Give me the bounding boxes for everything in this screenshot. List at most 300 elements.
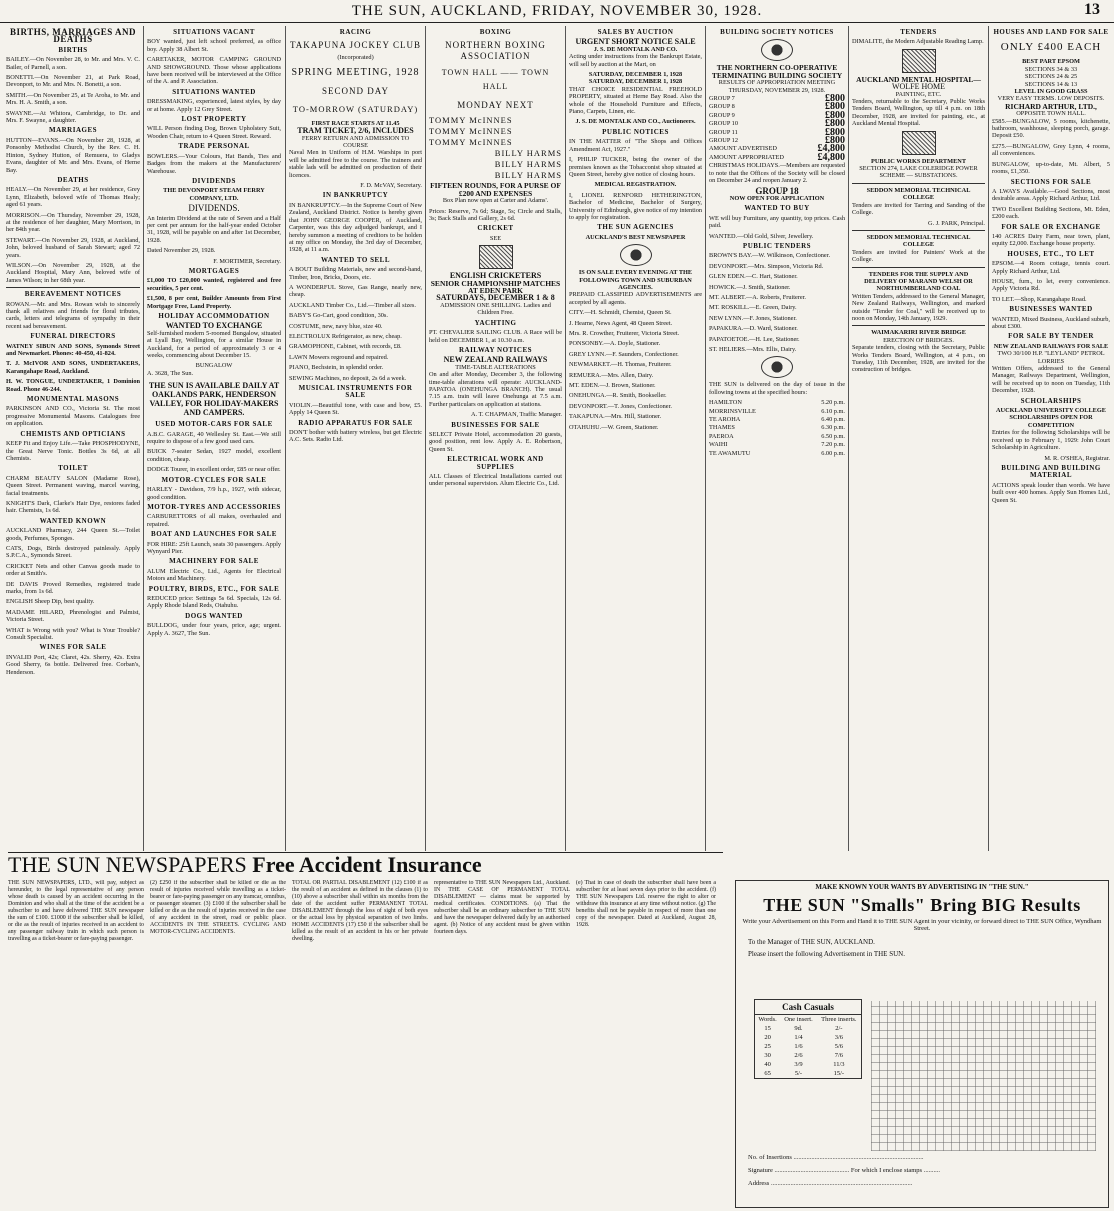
- insurance-column: (e) That in case of death the subscriber shall have been a subscriber for at least seven days prior to the accident. (f) THE SUN Newspapers Ltd. reserve the right to alter or withdraw this insurance at any time without notice. (g) The benefits shall not be payable in respect of more than one copy of the newspaper. Dated at Auckland, August 28, 1928.: [576, 880, 716, 928]
- auction-detail: THAT CHOICE RESIDENTIAL FREEHOLD PROPERTY, situated at Herne Bay Road. Also the whole of the Household Furniture and Effects, Piano, Carpets, Linen, etc.: [569, 85, 702, 116]
- dividends-company: THE DEVONPORT STEAM FERRY COMPANY, LTD.: [163, 187, 265, 202]
- appropriation-results: RESULTS OF APPROPRIATION MEETING: [718, 79, 836, 87]
- insurance-title-bold: Free Accident Insurance: [252, 852, 482, 877]
- ad-dogs: BULLDOG, under four years, price, age; urgent. Apply A. 3627, The Sun.: [147, 622, 281, 637]
- rates-col-header: Words.: [758, 1016, 777, 1023]
- section-header-auctions: SALES BY AUCTION: [597, 28, 674, 36]
- rates-cell: 30: [764, 1052, 771, 1059]
- building-society-emblem-icon: [761, 39, 793, 61]
- section-header-machinery: MACHINERY FOR SALE: [169, 557, 259, 566]
- cricket-admission: ADMISSION ONE SHILLING. Ladies and Children Free.: [440, 301, 551, 317]
- ad-wanted-known: CATS, Dogs, Birds destroyed painlessly. Apply S.P.C.A., Symonds Street.: [6, 544, 140, 560]
- group-name: GROUP 12: [709, 137, 738, 145]
- section-header-electrical: ELECTRICAL WORK AND SUPPLIES: [447, 455, 544, 471]
- ad-wanted-sell: ELECTROLUX Refrigerator, as new, cheap.: [289, 332, 402, 340]
- amount-value: £4,800: [817, 151, 845, 163]
- hospital-painting: PAINTING, ETC.: [895, 90, 942, 98]
- ad-wanted-sell: A BOUT Building Materials, new and second-hand, Timber, Iron, Bricks, Doors, etc.: [289, 266, 422, 281]
- hospital-wolfe: WOLFE HOME: [891, 82, 946, 92]
- ad-house: £585.—BUNGALOW, 5 rooms, kitchenette, bathroom, washhouse, sleeping porch, garage. Deposit £50.: [992, 117, 1110, 140]
- ad-used-car: DODGE Tourer, in excellent order, £85 or near offer.: [147, 466, 281, 474]
- hospital-name: AUCKLAND MENTAL HOSPITAL—: [856, 74, 981, 84]
- ad-situation-vacant: BOY wanted, just left school preferred, as office boy. Apply 38 Albert St.: [147, 38, 281, 53]
- scholarship-text: Entries for the following Scholarships will be received up to February 1, 1929: John Court Scholarship in Agriculture.: [992, 429, 1110, 452]
- boxing-prices: Prices: Reserve, 7s 6d; Stage, 5s; Circle and Stalls, 3s; Back Stalls and Gallery, 2s 6d.: [429, 207, 562, 223]
- rates-cell: 65: [764, 1070, 771, 1077]
- boxer-name: BILLY HARMS: [494, 148, 562, 159]
- ad-machinery: ALUM Electric Co., Ltd., Agents for Electrical Motors and Machinery.: [147, 567, 281, 583]
- waimakariri-sub: ERECTION OF BRIDGES.: [883, 336, 954, 344]
- sun-logo-icon: [620, 244, 652, 266]
- ad-motor-cycle: HARLEY - Davidson, 7/9 h.p., 1927, with sidecar, good condition.: [147, 486, 281, 501]
- ad-yachting: PT. CHEVALIER SAILING CLUB. A Race will be held on DECEMBER 1, at 10.30 a.m.: [429, 329, 562, 344]
- section-header-funeral-directors: FUNERAL DIRECTORS: [30, 332, 116, 341]
- section-header-poultry: POULTRY, BIRDS, ETC., FOR SALE: [148, 584, 280, 593]
- town-row: [709, 399, 845, 406]
- rates-cell: 5/-: [794, 1070, 803, 1077]
- cricket-see: SEE: [489, 234, 502, 242]
- rates-row: [755, 1069, 861, 1078]
- town-name: HAMILTON: [709, 399, 742, 407]
- ad-wanted-known: AUCKLAND Pharmacy, 244 Queen St.—Toilet goods, Perfumes, Sponges.: [6, 527, 140, 542]
- ad-funeral: H. W. TONGUE, UNDERTAKER, 1 Dominion Road. Phone 46-244.: [6, 378, 140, 393]
- public-notice: I, LIONEL RENFORD HETHERINGTON, Bachelor of Medicine, Bachelor of Surgery, University of Edinburgh, give notice of my intention to apply for registration.: [569, 191, 702, 221]
- nzr-lorries: TWO 30/100 H.P. "LEYLAND" PETROL LORRIES: [997, 350, 1105, 365]
- smalls-instructions: Write your Advertisement on this Form and Hand it to THE SUN Agent in your vicinity, or forward direct to THE SUN Office, Wyndham Street.: [742, 918, 1102, 932]
- group-amount: £800: [825, 126, 845, 138]
- holiday-wanted: WANTED TO EXCHANGE: [165, 321, 263, 331]
- insurance-column: THE SUN NEWSPAPERS, LTD., will pay, subject as hereunder, to the legal representative of any person whose death is caused by an accident occurring in the Dominion and who shall at the time of the accident be a subscriber to and have delivered THE SUN newspaper the sum of £100. £1000 if the subscriber shall be killed, or die as the result of injuries received in an accident to any passenger railway train in which such person is travelling as a ticket-bearer or fare-paying passenger.: [8, 880, 144, 942]
- dividends-signature: F. MORTIMER, Secretary.: [213, 257, 281, 265]
- cricket-senior: SENIOR CHAMPIONSHIP MATCHES AT EDEN PARK: [430, 278, 561, 296]
- town-row: [709, 450, 845, 457]
- section-header-musical: MUSICAL INSTRUMENTS FOR SALE: [298, 384, 413, 400]
- nzr-text: Written Offers, addressed to the General Manager, Railways Department, Wellington, will be received up to noon on Tuesday, 11th December, 1928.: [992, 365, 1110, 395]
- no-of-insertions-field[interactable]: No. of Insertions ................................................................................: [748, 1154, 924, 1161]
- ad-exchange: 140 ACRES Dairy Farm, near town, plant, equity £2,000. Exchange house property.: [992, 232, 1110, 248]
- ad-house: £275.—BUNGALOW, Grey Lynn, 4 rooms, all conveniences.: [992, 142, 1110, 158]
- town-time: 6.30 p.m.: [821, 424, 845, 432]
- ad-trade: BOWLERS.—Your Colours, Hat Bands, Ties and Badges from the makers at the Manufacturers' Warehouse.: [147, 152, 281, 175]
- rates-cell: 40: [764, 1061, 771, 1068]
- smalls-to: To the Manager of THE SUN, AUCKLAND.: [748, 938, 875, 946]
- column-divider: [143, 26, 144, 851]
- racing-signature: F. D. McVAY, Secretary.: [360, 182, 422, 190]
- racing-day: SECOND DAY: [322, 85, 389, 96]
- auction-date: SATURDAY, DECEMBER 1, 1928: [588, 71, 683, 79]
- ad-monumental: PARKINSON AND CO., Victoria St. The most progressive Monumental Masons. Catalogues free on application.: [6, 405, 140, 428]
- smalls-title: THE SUN "Smalls" Bring BIG Results: [763, 895, 1081, 915]
- ad-wanted-buy: WANTED.—Old Gold, Silver, Jewellery.: [709, 232, 814, 240]
- ad-used-car: BUICK 7-seater Sedan, 1927 model, excellent condition, cheap.: [147, 448, 281, 463]
- rates-row: [755, 1024, 861, 1033]
- town-name: TE AROHA: [709, 416, 741, 424]
- rates-cell: 25: [764, 1043, 771, 1050]
- ad-lost: WILL Person finding Dog, Brown Upholstery Suit, Wooden Chair, return to 4 Queen Street. Reward.: [147, 125, 281, 140]
- insurance-title-plain: THE SUN NEWSPAPERS: [8, 852, 247, 877]
- section-header-deaths: DEATHS: [57, 175, 89, 184]
- rates-cell: 20: [764, 1034, 771, 1041]
- agent-listing: MT. ROSKILL.—E. Green, Dairy.: [709, 304, 797, 312]
- signature-field[interactable]: Signature .............................................. For which I enclose stamps ..........: [748, 1167, 940, 1174]
- public-works-title: PUBLIC WORKS DEPARTMENT: [870, 157, 967, 165]
- urgent-sale: URGENT SHORT NOTICE SALE: [575, 37, 696, 47]
- ad-wanted-known: WHAT is Wrong with you? What is Your Trouble? Consult Specialist.: [6, 626, 140, 642]
- section-header-businesses: BUSINESSES FOR SALE: [451, 420, 540, 429]
- town-name: WAIHI: [709, 441, 728, 449]
- group-amount: £800: [825, 101, 845, 113]
- opposite-town-hall: OPPOSITE TOWN HALL.: [1016, 110, 1086, 118]
- agent-listing: J. Hearne, News Agent, 48 Queen Street.: [569, 319, 673, 327]
- rule: [852, 267, 985, 268]
- section-header-boxing: BOXING: [479, 28, 512, 36]
- ad-wanted-buy: WE will buy Furniture, any quantity, top prices. Cash paid.: [709, 214, 845, 230]
- rates-row: [755, 1033, 861, 1042]
- holiday-name: BUNGALOW: [195, 362, 233, 370]
- town-row: [709, 416, 845, 423]
- agent-listing: PAPATOETOE.—H. Lee, Stationer.: [709, 335, 800, 343]
- notice-birth: SWAYNE.—At Whitora, Cambridge, to Dr. and Mrs. F. Swayne, a daughter.: [6, 109, 140, 125]
- section-header-houses-to-let: HOUSES, ETC., TO LET: [1007, 249, 1095, 258]
- agent-listing: MT. EDEN.—J. Brown, Stationer.: [569, 382, 656, 390]
- nzr-title: NEW ZEALAND RAILWAYS FOR SALE: [993, 342, 1109, 350]
- agent-listing: CITY.—H. Schmidt, Chemist, Queen St.: [569, 309, 672, 317]
- ad-wines: INVALID Port, 42s; Claret, 42s. Sherry, 42s. Extra Good Sherry, 6s bottle. Delivered free. Corban's, Henderson.: [6, 653, 140, 676]
- column-tenders: [852, 26, 985, 851]
- section-header-dividends: DIVIDENDS: [192, 176, 236, 185]
- rule: [6, 287, 140, 288]
- group-amount: £800: [825, 135, 845, 147]
- town-time: 7.20 p.m.: [821, 441, 845, 449]
- advertisement-entry-grid[interactable]: [871, 1001, 1096, 1151]
- ad-dimalite: DIMALITE, the Modern Adjustable Reading Lamp.: [852, 38, 984, 46]
- section-header-tenders: TENDERS: [900, 28, 937, 36]
- masthead: [0, 0, 1114, 23]
- ad-funeral: T. J. McIVOR AND SONS, UNDERTAKERS, Karangahape Road, Auckland.: [6, 360, 140, 375]
- section-header-building-society: BUILDING SOCIETY NOTICES: [720, 28, 834, 36]
- public-works-section: SECTION 274, LAKE COLERIDGE POWER SCHEME — SUBSTATIONS.: [859, 165, 978, 180]
- ad-wanted-sell: BABY'S Go-Cart, good condition, 30s.: [289, 312, 388, 320]
- auction-text: Acting under instructions from the Bankrupt Estate, will sell by auction at the Mart, on: [569, 53, 702, 68]
- section-header-sun-agencies: THE SUN AGENCIES: [597, 223, 674, 232]
- group-name: GROUP 9: [709, 111, 735, 119]
- rates-cell: 1/6: [794, 1043, 803, 1050]
- ad-motor-tyres: CARBURETTORS of all makes, overhauled and repaired.: [147, 513, 281, 528]
- section-listing: SECTIONS 24 & 25: [1024, 73, 1078, 81]
- coop-name: THE NORTHERN CO-OPERATIVE TERMINATING BUILDING SOCIETY: [711, 63, 843, 80]
- xmas-notice: CHRISTMAS HOLIDAYS.—Members are requested to note that the Offices of the Society will be closed on December 24 and reopen January 2.: [709, 162, 845, 185]
- ad-launch: FOR HIRE: 25ft Launch, seats 30 passengers. Apply Wynyard Pier.: [147, 540, 281, 555]
- section-header-railway: RAILWAY NOTICES: [458, 345, 533, 354]
- ad-to-let: HOUSE, furn., to let, every convenience. Apply Victoria Rd.: [992, 277, 1110, 293]
- section-header-business-wanted: BUSINESSES WANTED: [1009, 305, 1093, 314]
- section-header-used-cars: USED MOTOR-CARS FOR SALE: [155, 420, 273, 429]
- ad-musical: VIOLIN.—Beautiful tone, with case and bow, £5. Apply 14 Queen St.: [289, 401, 422, 417]
- section-header-bereavement: BEREAVEMENT NOTICES: [24, 290, 122, 299]
- ad-mortgage: £1,000 TO £20,000 wanted, registered and free securities, 5 per cent.: [147, 277, 281, 292]
- scholarship-signature: M. R. O'SHEA, Registrar.: [1044, 454, 1110, 462]
- public-notice: MEDICAL REGISTRATION.: [594, 181, 677, 189]
- cricket-english: ENGLISH CRICKETERS: [449, 271, 542, 281]
- boxer-name: BILLY HARMS: [494, 159, 562, 170]
- boxing-rounds: FIFTEEN ROUNDS, FOR A PURSE OF £200 AND EXPENSES: [430, 181, 561, 198]
- town-row: [709, 424, 845, 431]
- ad-wanted-sell: PIANO, Bechstein, in splendid order.: [289, 364, 384, 372]
- racing-meeting: SPRING MEETING, 1928: [291, 66, 420, 78]
- racing-ferry: FERRY RETURN AND ADMISSION TO COURSE: [301, 134, 410, 150]
- group-name: GROUP 8: [709, 103, 735, 111]
- section-header-sections: SECTIONS FOR SALE: [1010, 177, 1092, 186]
- ad-situation-vacant: CARETAKER, MOTOR CAMPING GROUND AND SHOWGROUND. Those whose applications have been received will be interviewed at the Office of the A. and P. Association.: [147, 56, 281, 86]
- section-header-public-notices: PUBLIC NOTICES: [602, 127, 669, 136]
- column-divider: [988, 26, 989, 851]
- section-header-monumental: MONUMENTAL MASONS: [26, 395, 120, 404]
- ad-section: A LWAYS Available.—Good Sections, most desirable areas. Apply Richard Arthur, Ltd.: [992, 187, 1110, 203]
- boxing-association: NORTHERN BOXING ASSOCIATION: [445, 40, 546, 62]
- ad-chemist: KEEP Fit and Enjoy Life.—Take PHOSPHODYNE, the Great Nerve Tonic. Bottles 3s 6d, at all Chemists.: [6, 440, 140, 462]
- ad-situation-wanted: DRESSMAKING, experienced, latest styles, by day or at home. Apply 12 Grey Street.: [147, 98, 281, 113]
- group-18: GROUP 18: [755, 185, 799, 196]
- section-header-radio: RADIO APPARATUS FOR SALE: [298, 418, 413, 427]
- column-divider: [285, 26, 286, 851]
- town-row: [709, 433, 845, 440]
- column-divider: [705, 26, 706, 851]
- sun-agencies-tagline: AUCKLAND'S BEST NEWSPAPER: [585, 233, 686, 241]
- column-divider: [565, 26, 566, 851]
- notice-birth: BONETTI.—On November 21, at Park Road, Devonport, to Mr. and Mrs. N. Bonetti, a son.: [6, 74, 140, 89]
- notice-death: STEWART.—On November 29, 1928, at Auckland, John, beloved husband of Sarah Stewart; aged 72 years.: [6, 236, 140, 259]
- section-header-racing: RACING: [339, 28, 372, 36]
- section-header-dogs: DOGS WANTED: [185, 611, 243, 620]
- section-header-marriages: MARRIAGES: [48, 126, 98, 135]
- smalls-footer: [748, 1148, 940, 1193]
- rates-col-header: One insert.: [784, 1016, 813, 1023]
- agent-listing: TAKAPUNA.—Mrs. Hill, Stationer.: [569, 413, 662, 421]
- richard-arthur: RICHARD ARTHUR, LTD.,: [1005, 101, 1097, 111]
- town-time: 6.00 p.m.: [821, 449, 845, 457]
- holiday-text: Self-furnished modern 5-roomed Bungalow, situated at Lyall Bay, Wellington, for a similar House in Auckland, for a period of approximately 3 or 4 weeks, commencing about December 15.: [147, 329, 281, 360]
- ad-wanted-sell: AUCKLAND Timber Co., Ltd.—Timber all sizes.: [289, 301, 416, 309]
- group-name: GROUP 11: [709, 128, 738, 136]
- ad-electrical: ALL Classes of Electrical Installations carried out under personal supervision. Alum Electric Co., Ltd.: [429, 473, 562, 488]
- smalls-insert: Please insert the following Advertisement in THE SUN.: [748, 950, 905, 958]
- ad-wanted-sell: A WONDERFUL Stove, Gas Range, nearly new, cheap.: [289, 283, 422, 299]
- racing-incorporated: (Incorporated): [337, 54, 374, 62]
- government-crest-icon: [902, 131, 936, 155]
- notice-death: WILSON.—On November 29, 1928, at the Auckland Hospital, Mary Ann, beloved wife of James Wilson; in her 68th year.: [6, 261, 140, 284]
- town-time: 6.50 p.m.: [821, 432, 845, 440]
- section-header-wanted-to-sell: WANTED TO SELL: [321, 255, 390, 264]
- address-field[interactable]: Address .......................................................................................: [748, 1180, 913, 1187]
- sun-logo-icon: [761, 356, 793, 378]
- column-boxing: [429, 26, 562, 851]
- racing-text: Naval Men in Uniform of H.M. Warships in port will be admitted free to the course. The trainers and stable lads will be admitted on production of their licences.: [289, 149, 422, 179]
- agent-listing: MT. ALBERT.—A. Roberts, Fruiterer.: [709, 293, 806, 301]
- section-header-lost: LOST PROPERTY: [181, 115, 247, 124]
- tender-text: Tenders, returnable to the Secretary, Public Works Tenders Board, Wellington, up till 4 p.m. on 18th December, 1928, are invited for painting, etc., at Auckland Mental Hospital.: [852, 98, 985, 128]
- section-header-wanted-known: WANTED KNOWN: [39, 516, 107, 525]
- ad-radio: DON'T bother with battery wireless, but get Electric A.C. Sets. Radio Ltd.: [289, 429, 422, 444]
- agent-listing: HOWICK.—J. Smith, Stationer.: [709, 283, 791, 291]
- ad-mortgage: £1,500, 8 per cent, Builder Amounts from First Mortgage Free, Land Property.: [147, 295, 281, 310]
- town-row: [709, 441, 845, 448]
- rates-cell: 5/6: [834, 1043, 844, 1050]
- dividends-word: DIVIDENDS.: [188, 203, 240, 214]
- racing-tram-ticket: TRAM TICKET, 2/6, INCLUDES: [297, 126, 414, 136]
- railway-text: On and after Monday, December 3, the following time-table alterations will operate: AUCKLAND-PAPATOA (ONEHUNGA BRANCH). The usual 7.15 a.m. train will leave Onehunga at 7.5 a.m. Further particulars on application at stations.: [429, 371, 562, 408]
- section-header-building-material: BUILDING AND BUILDING MATERIAL: [1001, 463, 1101, 480]
- rates-cell: 11/3: [833, 1061, 845, 1068]
- town-time: 6.40 p.m.: [821, 416, 845, 424]
- amount-value: £4,800: [817, 143, 845, 155]
- section-header-births: BIRTHS: [58, 45, 88, 54]
- dividends-date: Dated November 29, 1928.: [147, 247, 216, 255]
- best-part: BEST PART EPSOM: [1022, 58, 1080, 66]
- scholarship-title: AUCKLAND UNIVERSITY COLLEGE SCHOLARSHIPS OPEN FOR COMPETITION: [996, 407, 1106, 429]
- rates-cell: 7/6: [834, 1052, 844, 1059]
- ad-to-let: EPSOM.—4 Room cottage, tennis court. Apply Richard Arthur, Ltd.: [992, 260, 1110, 275]
- enclose-label: For which I enclose stamps: [850, 1167, 923, 1174]
- ad-wanted-sell: COSTUME, new, navy blue, size 40.: [289, 322, 383, 330]
- government-crest-icon: [902, 49, 936, 73]
- section-header-motor-tyres: MOTOR-TYRES AND ACCESSORIES: [147, 502, 281, 511]
- sun-sale-notice: IS ON SALE EVERY EVENING AT THE FOLLOWING TOWN AND SUBURBAN AGENCIES.: [578, 269, 693, 291]
- cricket-dates: SATURDAYS, DECEMBER 1 & 8: [436, 293, 555, 303]
- masthead-title: THE SUN, AUCKLAND, FRIDAY, NOVEMBER 30, 1928.: [351, 2, 763, 19]
- section-header-wanted-to-buy: WANTED TO BUY: [744, 204, 810, 213]
- amount-row: [709, 151, 845, 163]
- notice-death: HEALY.—On November 29, at her residence, Grey Lynn, Elizabeth, beloved wife of Thomas Healy; aged 61 years.: [6, 186, 140, 209]
- group-name: GROUP 7: [709, 95, 735, 103]
- waimakariri-title: WAIMAKARIRI RIVER BRIDGE: [871, 329, 966, 337]
- public-notice: I, PHILIP TUCKER, being the owner of the premises known as the Tobacconist shop situated at Queen Street, hereby give notice of closing hours.: [569, 156, 702, 178]
- smalls-form: [735, 880, 1109, 1208]
- notice-marriage: HUTTON—EVANS.—On November 28, 1928, at Ponsonby Methodist Church, by the Rev. C. H. Hinton, Sydney Hutton, of Remuera, to Gladys Evans, daughter of Mr. and Mrs. Evans, of Herne Bay.: [6, 136, 140, 174]
- seddon-text: Tenders are invited for Painters' Work at the College.: [852, 248, 985, 264]
- column-situations: [147, 26, 281, 851]
- rule: [852, 325, 985, 326]
- public-notice: IN THE MATTER of "The Shops and Offices Amendment Act, 1927.": [569, 138, 702, 153]
- boxer-name: TOMMY McINNES: [429, 115, 513, 126]
- railway-signature: A. T. CHAPMAN, Traffic Manager.: [471, 411, 562, 419]
- town-time: 6.10 p.m.: [821, 407, 845, 415]
- section-header-holiday: HOLIDAY ACCOMMODATION: [158, 312, 270, 320]
- railway-sub: TIME-TABLE ALTERATIONS: [455, 363, 536, 371]
- easy-terms: VERY EASY TERMS. LOW DEPOSITS.: [997, 95, 1105, 103]
- cash-casuals-table: [754, 999, 862, 1079]
- agent-listing: GLEN EDEN.—C. Hart, Stationer.: [709, 273, 798, 281]
- ad-wanted-sell: LAWN Mowers reground and repaired.: [289, 353, 389, 361]
- prepaid-notice: PREPAID CLASSIFIED ADVERTISEMENTS are accepted by all agents.: [569, 291, 702, 306]
- auction-date: SATURDAY, DECEMBER 1, 1928: [588, 78, 683, 86]
- notice-bereavement: ROWAN.—Mr. and Mrs. Rowan wish to sincerely thank all relatives and friends for floral tributes, cards, letters and telegrams of sympathy in their recent sad bereavement.: [6, 300, 140, 330]
- rates-cell: 1/4: [794, 1034, 803, 1041]
- column-divider: [425, 26, 426, 851]
- insurance-header: [8, 852, 723, 877]
- sun-available-notice: THE SUN IS AVAILABLE DAILY AT OAKLANDS PARK, HENDERSON VALLEY, FOR HOLIDAY-MAKERS AND CAMPERS.: [148, 381, 280, 418]
- agent-listing: NEW LYNN.—F. Jones, Stationer.: [709, 314, 797, 322]
- racing-club: TAKAPUNA JOCKEY CLUB: [290, 40, 421, 51]
- seddon-college: SEDDON MEMORIAL TECHNICAL COLLEGE: [866, 233, 971, 249]
- coal-tender-text: Written Tenders, addressed to the General Manager, New Zealand Railways, Wellington, and marked outside "Tender for Coal," will be received up to noon on Monday, 14th January, 1929.: [852, 292, 985, 322]
- agent-listing: ST. HELIERS.—Mrs. Ellis, Dairy.: [709, 346, 797, 353]
- ad-section: TWO Excellent Building Sections, Mt. Eden, £200 each.: [992, 205, 1110, 221]
- agent-listing: OTAHUHU.—W. Green, Stationer.: [569, 423, 659, 431]
- rates-cell: 3/6: [834, 1034, 844, 1041]
- agent-listing: BROWN'S BAY.—W. Wilkinson, Confectioner.: [709, 252, 831, 260]
- ad-business: SELECT Private Hotel, accommodation 20 guests, good position, rent low. Apply A. E. Robertson, Queen St.: [429, 430, 562, 453]
- agent-listing: PAPAKURA.—D. Ward, Stationer.: [709, 325, 798, 333]
- auction-signature: J. S. DE MONTALK AND CO., Auctioneers.: [575, 118, 696, 126]
- section-header-for-sale-tender: FOR SALE BY TENDER: [1008, 332, 1094, 341]
- agent-listing: NEWMARKET.—H. Thomas, Fruiterer.: [569, 361, 672, 369]
- agent-listing: REMUERA.—Mrs. Allen, Dairy.: [569, 371, 654, 379]
- section-header-motor-cycles: MOTOR-CYCLES FOR SALE: [161, 475, 267, 484]
- section-header-bankruptcy: IN BANKRUPTCY: [322, 191, 389, 200]
- notice-death: MORRISON.—On Thursday, November 29, 1928, at the residence of her daughter, Mary Morrison, in her 84th year.: [6, 211, 140, 234]
- rates-cell: 2/6: [794, 1052, 803, 1059]
- town-name: THAMES: [709, 424, 735, 432]
- dividends-text: An Interim Dividend at the rate of Seven and a Half per cent per annum for the half-year ended October 31, 1928, will be payable on and after 1st December, 1928.: [147, 214, 281, 244]
- appropriation-date: THURSDAY, NOVEMBER 29, 1928.: [728, 86, 826, 94]
- section-header-scholarships: SCHOLARSHIPS: [1020, 396, 1082, 405]
- waimakariri-text: Separate tenders, closing with the Secretary, Public Works Tenders Board, Wellington, at 4 p.m., on Tuesday, 11th December, 1928, are invited for the construction of bridges.: [852, 344, 985, 374]
- section-header-situations-vacant: SITUATIONS VACANT: [173, 28, 255, 36]
- cricket-crest-icon: [479, 245, 513, 269]
- ad-to-let: TO LET.—Shop, Karangahape Road.: [992, 295, 1087, 303]
- column-divider: [848, 26, 849, 851]
- section-header-houses: HOUSES AND LAND FOR SALE: [993, 28, 1109, 36]
- ad-house: BUNGALOW, up-to-date, Mt. Albert, 5 rooms, £1,350.: [992, 160, 1110, 176]
- railway-head: NEW ZEALAND RAILWAYS: [443, 355, 548, 365]
- rates-cell: 3/9: [794, 1061, 803, 1068]
- ad-building: ACTIONS speak louder than words. We have built over 400 homes. Apply Sun Homes Ltd., Queen St.: [992, 481, 1110, 504]
- level-grass: LEVEL IN GOOD GRASS: [1014, 88, 1088, 96]
- boxing-venue: TOWN HALL —— TOWN HALL: [441, 68, 550, 92]
- town-name: TE AWAMUTU: [709, 449, 751, 457]
- section-listing: SECTIONS 34 & 33: [1024, 65, 1078, 73]
- amount-label: AMOUNT APPROPRIATED: [709, 153, 784, 161]
- rule: [852, 230, 985, 231]
- boxer-name: TOMMY McINNES: [429, 126, 513, 137]
- rates-cell: 15: [764, 1025, 771, 1032]
- section-header-births-marriages-deaths: BIRTHS, MARRIAGES AND DEATHS: [10, 27, 136, 45]
- section-header-yachting: YACHTING: [474, 318, 517, 327]
- insurance-column: representative to THE SUN Newspapers Ltd., Auckland. IN THE CASE OF PERMANENT TOTAL DISABLEMENT — claims must be supported by medical certificates. CONDITIONS. (a) That the subscriber shall be an ordinary subscriber to THE SUN and have the newspaper delivered daily by an authorised agent. (b) Notice of any accident must be given within fourteen days.: [434, 880, 570, 935]
- section-header-exchange: FOR SALE OR EXCHANGE: [1001, 222, 1101, 231]
- ad-toilet: CHARM BEAUTY SALON (Madame Rose), Queen Street. Permanent waving, marcel waving, facial treatments.: [6, 474, 140, 497]
- agent-listing: DEVONPORT.—Mrs. Simpson, Victoria Rd.: [709, 262, 824, 270]
- town-row: [709, 408, 845, 415]
- cash-casuals-title: Cash Casuals: [755, 1000, 861, 1015]
- group-name: GROUP 10: [709, 120, 738, 128]
- insurance-column: TOTAL OR PARTIAL DISABLEMENT (12) £100 if as the result of an accident as defined in the clauses (1) to (10) above a subscriber shall within six months from the date of the accident suffer PERMANENT TOTAL DISABLEMENT through the loss of sight of both eyes or the actual loss by physical separation of two limbs. HOME ACCIDENTS (17) £50 if the subscriber shall be killed as the result of an accident in his or her private dwelling.: [292, 880, 428, 942]
- ad-funeral: WATNEY SIBUN AND SONS, Symonds Street and Newmarket. Phones: 40-450, 41-824.: [6, 342, 140, 358]
- now-open: NOW OPEN FOR APPLICATION: [729, 194, 825, 202]
- holiday-signature: A. 3628, The Sun.: [147, 369, 194, 377]
- notice-bankruptcy: IN BANKRUPTCY.—In the Supreme Court of New Zealand, Auckland District. Notice is hereby given that JOHN GEORGE COOPER, of Auckland, Carpenter, was this day adjudged bankrupt, and I hereby summon a meeting of creditors to be holden at my office on Monday, the 3rd day of December, 1928, at 11 a.m.: [289, 201, 422, 254]
- auctioneers: J. S. DE MONTALK AND CO.: [593, 45, 678, 53]
- section-header-cricket: CRICKET: [477, 224, 514, 233]
- section-header-toilet: TOILET: [58, 464, 88, 473]
- ad-wanted-known: DE DAVIS Proved Remedies, registered trade marks, from 1s 6d.: [6, 580, 140, 595]
- signature-label: Signature: [748, 1167, 773, 1174]
- ad-business-wanted: WANTED, Mixed Business, Auckland suburb, about £300.: [992, 315, 1110, 330]
- agent-listing: DEVONPORT.—T. Jones, Confectioner.: [569, 402, 672, 410]
- column-racing: [289, 26, 422, 851]
- rates-col-header: Three inserts.: [821, 1016, 857, 1023]
- section-header-public-tenders: PUBLIC TENDERS: [742, 241, 812, 250]
